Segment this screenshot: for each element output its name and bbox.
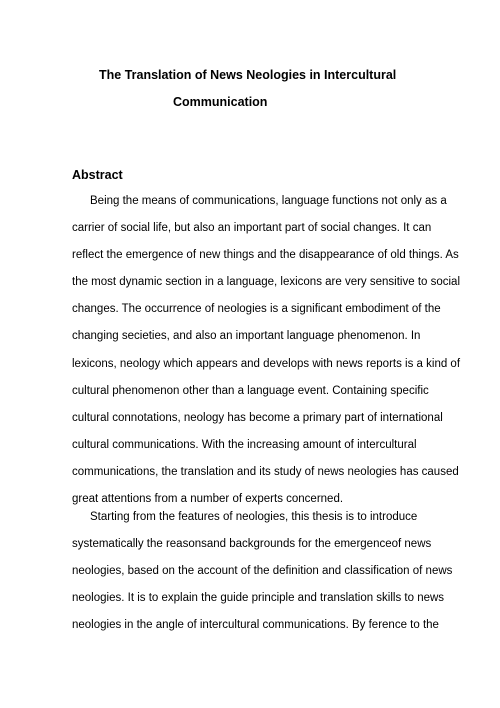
- paragraph-2-line: Starting from the features of neologies, this thesis is to introduce: [90, 511, 418, 523]
- paragraph-2-line: neologies in the angle of intercultural communications. By ference to the: [72, 619, 439, 632]
- document-title-line-1: The Translation of News Neologies in Intercultural: [99, 68, 397, 82]
- paragraph-1-line: changes. The occurrence of neologies is a significant embodiment of the: [72, 303, 441, 316]
- paragraph-1-line: the most dynamic section in a language, lexicons are very sensitive to social: [72, 276, 461, 289]
- paragraph-1-line: cultural connotations, neology has become a primary part of international: [72, 411, 443, 424]
- paragraph-2-line: systematically the reasonsand backgrounds for the emergenceof news: [72, 538, 432, 551]
- paragraph-1-line: lexicons, neology which appears and develops with news reports is a kind of: [72, 357, 461, 370]
- paragraph-2-line: neologies. It is to explain the guide principle and translation skills to news: [72, 592, 445, 605]
- paragraph-1-line: cultural phenomenon other than a language event. Containing specific: [72, 384, 429, 397]
- document-title-line-2: Communication: [173, 95, 268, 109]
- paragraph-1-line: changing secieties, and also an important language phenomenon. In: [72, 330, 421, 343]
- paragraph-1-line: cultural communications. With the increasing amount of intercultural: [72, 438, 417, 451]
- paragraph-1-line: Being the means of communications, language functions not only as a: [90, 195, 447, 207]
- paragraph-1-line: carrier of social life, but also an important part of social changes. It can: [72, 222, 432, 235]
- abstract-paragraph-2: [72, 504, 453, 639]
- paragraph-2-line: neologies, based on the account of the definition and classification of news: [72, 565, 453, 578]
- paragraph-1-line: reflect the emergence of new things and the disappearance of old things. As: [72, 249, 459, 262]
- abstract-paragraph-1: [72, 188, 461, 513]
- abstract-heading: Abstract: [72, 168, 123, 182]
- paragraph-1-line: communications, the translation and its study of news neologies has caused: [72, 465, 459, 478]
- paragraph-1-line: great attentions from a number of experts concerned.: [72, 493, 344, 506]
